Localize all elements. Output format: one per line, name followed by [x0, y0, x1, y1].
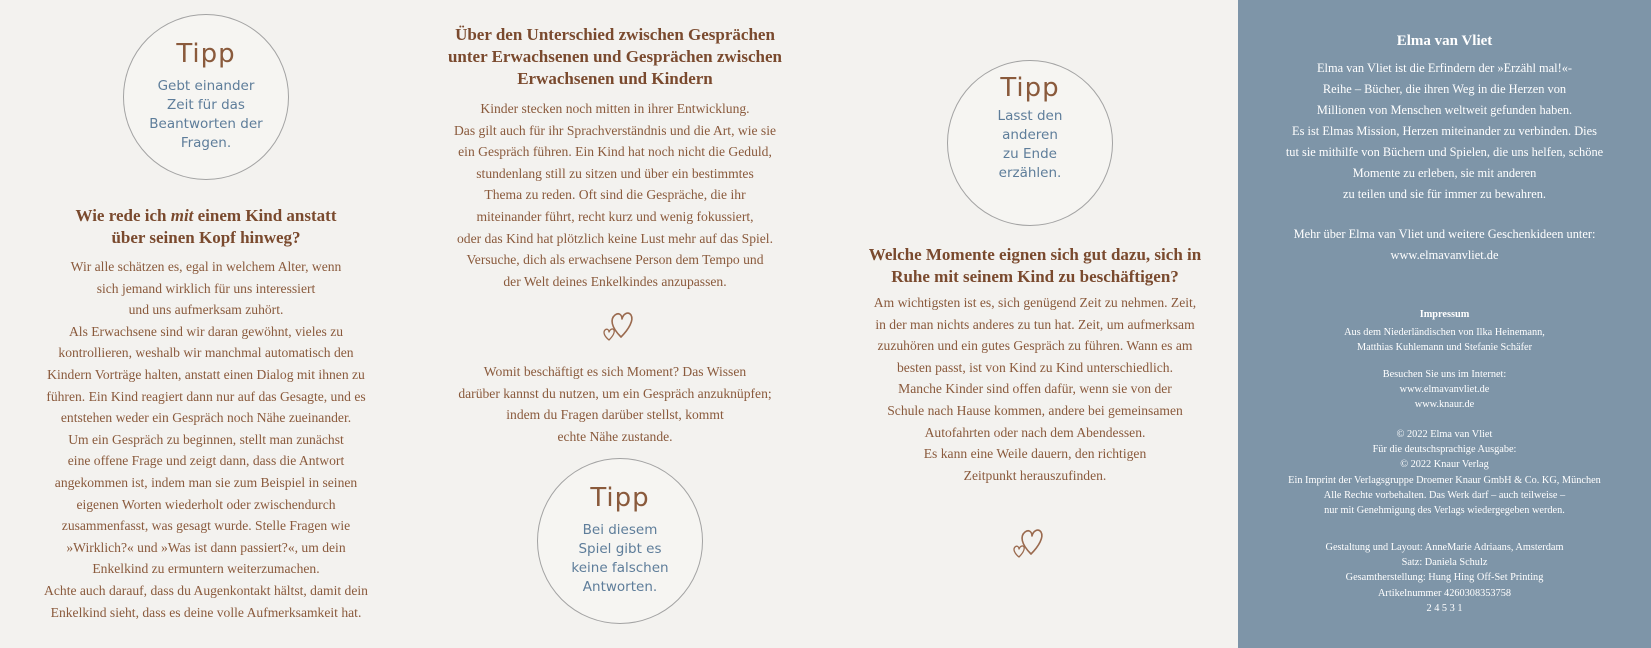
tip-line: Zeit für das: [167, 97, 245, 113]
sidebar-more-info: [1238, 224, 1651, 266]
heart-icon: [597, 305, 639, 341]
text-line: stundenlang still zu sitzen und über ein bestimmtes: [476, 165, 754, 181]
col3-body: [840, 292, 1230, 486]
text-line: Gestaltung und Layout: AnneMarie Adriaans, Amsterdam: [1325, 542, 1564, 553]
heading-line: über seinen Kopf hinweg?: [111, 228, 301, 247]
text-line: Schule nach Hause kommen, andere bei gemeinsamen: [887, 402, 1183, 418]
text-line: Zeitpunkt herauszufinden.: [963, 467, 1107, 483]
text-line: führen. Ein Kind reagiert dann nur auf das Gesagte, und es: [46, 388, 366, 404]
text-line: nur mit Genehmigung des Verlags wiedergegeben werden.: [1324, 505, 1565, 517]
text-line: www.elmavanvliet.de: [1390, 248, 1499, 262]
text-line: Artikelnummer 4260308353758: [1378, 587, 1511, 599]
text-line: Satz: Daniela Schulz: [1401, 557, 1488, 569]
text-line: Autofahrten oder nach dem Abendessen.: [924, 424, 1146, 440]
text-line: in der man nichts anderes zu tun hat. Zeit, um aufmerksam: [875, 316, 1195, 332]
text-line: Mehr über Elma van Vliet und weitere Geschenkideen unter:: [1293, 227, 1596, 241]
col1-body: [14, 256, 398, 623]
tip-line: keine falschen: [571, 560, 669, 576]
text-line: zuzuhören und ein gutes Gespräch zu führen. Wann es am: [877, 338, 1193, 354]
text-line: eigenen Worten wiederholt oder zwischendurch: [76, 496, 336, 512]
text-line: 2 4 5 3 1: [1426, 602, 1463, 614]
text-line: © 2022 Elma van Vliet: [1396, 429, 1493, 440]
text-line: unter Erwachsenen und Gesprächen zwischen: [447, 47, 783, 66]
text-line: Enkelkind zu ermuntern weiterzumachen.: [92, 561, 320, 577]
heading-line: [20, 205, 392, 227]
text-line: Das gilt auch für ihr Sprachverständnis und die Art, wie sie: [453, 122, 777, 138]
text-line: Millionen von Menschen weltweit gefunden haben.: [1316, 103, 1573, 117]
text-line: Am wichtigsten ist es, sich genügend Zeit zu nehmen. Zeit,: [873, 295, 1197, 310]
sidebar-intro: [1238, 58, 1651, 205]
text-line: Es ist Elmas Mission, Herzen miteinander zu verbinden. Dies: [1292, 124, 1597, 138]
tip-circle-3: [947, 60, 1113, 226]
text-line: Ein Imprint der Verlagsgruppe Droemer Knaur GmbH & Co. KG, München: [1288, 474, 1601, 486]
col2-body: [420, 98, 810, 292]
text-line: »Wirklich?« und »Was ist dann passiert?«, um dein: [66, 539, 346, 555]
tip-line: Bei diesem: [582, 522, 658, 538]
text-line: ein Gespräch führen. Ein Kind hat noch nicht die Geduld,: [458, 144, 772, 160]
text-line: entstehen weder ein Gespräch noch Nähe zueinander.: [60, 410, 352, 426]
text-line: Versuche, dich als erwachsene Person dem Tempo und: [466, 252, 764, 268]
impressum-translators: [1238, 325, 1651, 355]
text-line: Achte auch darauf, dass du Augenkontakt hältst, damit dein: [44, 582, 368, 598]
tip-title: Tipp: [1000, 73, 1060, 103]
text-line: zusammenfasst, was gesagt wurde. Stelle Fragen wie: [61, 518, 351, 534]
text-line: Als Erwachsene sind wir daran gewöhnt, vieles zu: [68, 323, 344, 339]
text-line: Thema zu reden. Oft sind die Gespräche, die ihr: [484, 187, 746, 203]
tip-line: Antworten.: [582, 579, 658, 595]
text-line: besten passt, ist von Kind zu Kind unterschiedlich.: [897, 359, 1173, 375]
text-line: sich jemand wirklich für uns interessiert: [96, 280, 316, 296]
impressum-copyright: [1238, 427, 1651, 518]
tip-line: Lasst den: [997, 108, 1063, 124]
text-line: Matthias Kuhlemann und Stefanie Schäfer: [1357, 342, 1532, 354]
text-line: Reihe – Bücher, die ihren Weg in die Herzen von: [1322, 82, 1567, 96]
tip-circle-1: [123, 14, 289, 180]
text-line: Wir alle schätzen es, egal in welchem Alter, wenn: [70, 259, 342, 274]
text-line: Besuchen Sie uns im Internet:: [1382, 369, 1507, 380]
text-line: zu teilen und sie für immer zu bewahren.: [1343, 187, 1546, 201]
text-line: Womit beschäftigt es sich Moment? Das Wissen: [483, 364, 747, 379]
text-line: Elma van Vliet ist die Erfindern der »Erzähl mal!«-: [1316, 61, 1573, 75]
text-line: Gesamtherstellung: Hung Hing Off-Set Printing: [1345, 572, 1544, 584]
tip-line: Beantworten der: [149, 116, 263, 132]
tip-line: Gebt einander: [157, 78, 255, 94]
sidebar-title: Elma van Vliet: [1396, 33, 1493, 49]
impressum-title: Impressum: [1419, 309, 1470, 320]
text-line: www.elmavanvliet.de: [1399, 384, 1490, 396]
text-line: Enkelkind sieht, dass es deine volle Aufmerksamkeit hat.: [50, 604, 362, 620]
text-line: Kinder stecken noch mitten in ihrer Entwicklung.: [480, 101, 750, 116]
text-line: Momente zu erleben, sie mit anderen: [1352, 166, 1537, 180]
text-line: echte Nähe zustande.: [557, 428, 673, 444]
text-line: indem du Fragen darüber stellst, kommt: [506, 407, 724, 423]
text-line: der Welt deines Enkelkindes anzupassen.: [503, 273, 727, 289]
text-line: kontrollieren, weshalb wir manchmal automatisch den: [58, 345, 354, 361]
text-line: und uns aufmerksam zuhört.: [128, 302, 284, 318]
text-line: tut sie mithilfe von Büchern und Spielen, die uns helfen, schöne: [1285, 145, 1604, 159]
text-line: Manche Kinder sind offen dafür, wenn sie von der: [898, 381, 1172, 397]
heading-part: Wie rede ich: [75, 206, 171, 225]
col3-heading: [840, 244, 1230, 288]
impressum-credits: [1238, 540, 1651, 616]
heading-emphasis: mit: [170, 206, 194, 225]
heart-icon: [1007, 522, 1049, 558]
tip-line: Spiel gibt es: [578, 541, 662, 557]
col1-heading: [20, 205, 392, 249]
text-line: Erwachsenen und Kindern: [517, 69, 713, 88]
tip-line: Fragen.: [180, 135, 232, 151]
impressum-visit: [1238, 367, 1651, 413]
tip-title: Tipp: [176, 39, 236, 69]
tip-circle-2: [537, 458, 703, 624]
tip-line: zu Ende: [1003, 146, 1057, 162]
text-line: Kindern Vorträge halten, anstatt einen Dialog mit ihnen zu: [47, 366, 365, 382]
tip-line: erzählen.: [998, 165, 1062, 181]
text-line: © 2022 Knaur Verlag: [1400, 459, 1489, 471]
text-line: angekommen ist, indem man sie zum Beispiel in seinen: [54, 474, 358, 490]
text-line: Um ein Gespräch zu beginnen, stellt man zunächst: [68, 431, 344, 447]
tip-line: anderen: [1002, 127, 1058, 143]
text-line: oder das Kind hat plötzlich keine Lust mehr auf das Spiel.: [457, 230, 773, 246]
col2-body2: [420, 361, 810, 447]
text-line: Ruhe mit seinem Kind zu beschäftigen?: [891, 267, 1179, 286]
text-line: Welche Momente eignen sich gut dazu, sich in: [868, 245, 1202, 264]
col2-heading: [420, 24, 810, 90]
text-line: Alle Rechte vorbehalten. Das Werk darf – auch teilweise –: [1323, 489, 1566, 501]
heading-part: einem Kind anstatt: [193, 206, 337, 225]
text-line: miteinander führt, recht kurz und wenig fokussiert,: [476, 208, 754, 224]
text-line: eine offene Frage und zeigt dann, dass die Antwort: [67, 453, 345, 469]
text-line: darüber kannst du nutzen, um ein Gespräch anzuknüpfen;: [458, 385, 772, 401]
tip-title: Tipp: [590, 483, 650, 513]
text-line: Über den Unterschied zwischen Gesprächen: [455, 25, 775, 44]
text-line: Für die deutschsprachige Ausgabe:: [1372, 444, 1517, 456]
text-line: Es kann eine Weile dauern, den richtigen: [923, 446, 1147, 462]
text-line: www.knaur.de: [1414, 399, 1475, 411]
author-sidebar: [1238, 0, 1651, 648]
text-line: Aus dem Niederländischen von Ilka Heinemann,: [1344, 327, 1545, 338]
